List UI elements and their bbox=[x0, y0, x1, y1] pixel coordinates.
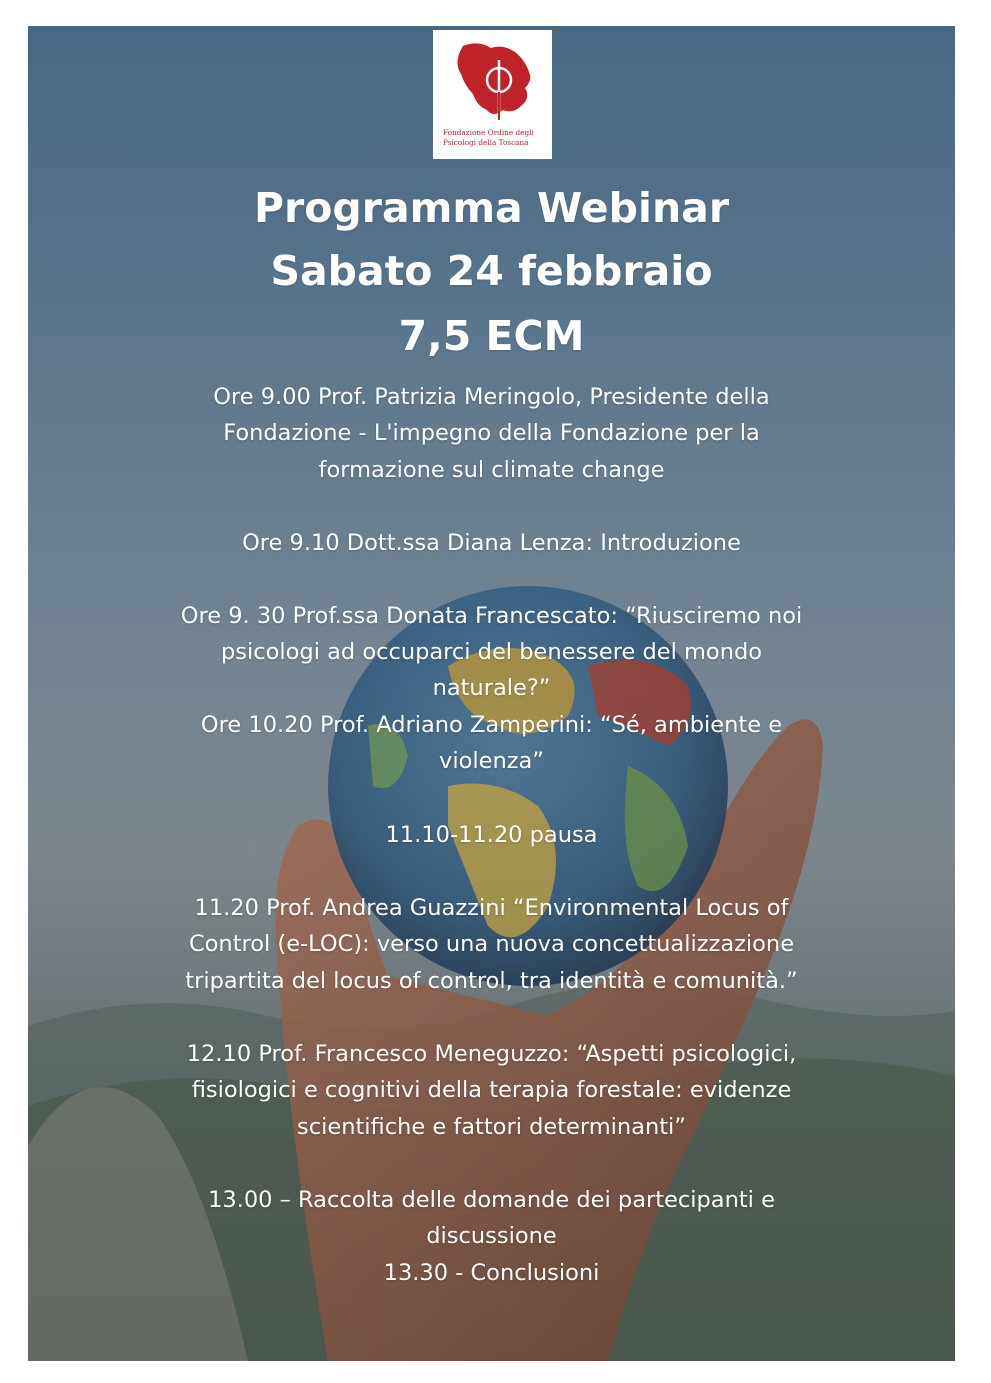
program-line: 11.10-11.20 pausa bbox=[385, 822, 598, 848]
logo-text-line-1: Fondazione Ordine degli bbox=[443, 128, 534, 137]
program-line: violenza” bbox=[439, 748, 544, 774]
program-line: Fondazione - L'impegno della Fondazione per la bbox=[223, 420, 760, 446]
foundation-logo bbox=[433, 30, 552, 159]
program-line: 13.00 – Raccolta delle domande dei partecipanti e bbox=[208, 1187, 775, 1213]
program-line: Control (e-LOC): verso una nuova concettualizzazione bbox=[188, 931, 795, 957]
program-line: psicologi ad occuparci del benessere del mondo bbox=[221, 639, 762, 665]
logo-text-line-2: Psicologi della Toscana bbox=[443, 138, 529, 147]
program-line: Ore 9.10 Dott.ssa Diana Lenza: Introduzione bbox=[242, 530, 741, 556]
title-line-1: Programma Webinar bbox=[253, 184, 730, 232]
program-line: naturale?” bbox=[432, 675, 551, 701]
program-line: scientifiche e fattori determinanti” bbox=[297, 1114, 686, 1140]
title-line-2: Sabato 24 febbraio bbox=[270, 247, 713, 295]
program-line: 13.30 - Conclusioni bbox=[383, 1260, 600, 1286]
program-line: fisiologici e cognitivi della terapia forestale: evidenze bbox=[191, 1077, 792, 1103]
program-line: 11.20 Prof. Andrea Guazzini “Environmental Locus of bbox=[194, 895, 789, 921]
program-line: Ore 10.20 Prof. Adriano Zamperini: “Sé, ambiente e bbox=[200, 712, 783, 738]
program-line: 12.10 Prof. Francesco Meneguzzo: “Aspetti psicologici, bbox=[186, 1041, 797, 1067]
program-line: Ore 9.00 Prof. Patrizia Meringolo, Presidente della bbox=[213, 384, 770, 410]
program-line: tripartita del locus of control, tra identità e comunità.” bbox=[185, 968, 798, 994]
program-line: formazione sul climate change bbox=[318, 457, 665, 483]
title-line-3: 7,5 ECM bbox=[398, 312, 585, 360]
webinar-poster bbox=[28, 26, 955, 1361]
program-line: Ore 9. 30 Prof.ssa Donata Francescato: “Riusciremo noi bbox=[180, 603, 803, 629]
tuscany-map-logo-icon bbox=[443, 36, 543, 128]
program-line: discussione bbox=[426, 1223, 557, 1249]
